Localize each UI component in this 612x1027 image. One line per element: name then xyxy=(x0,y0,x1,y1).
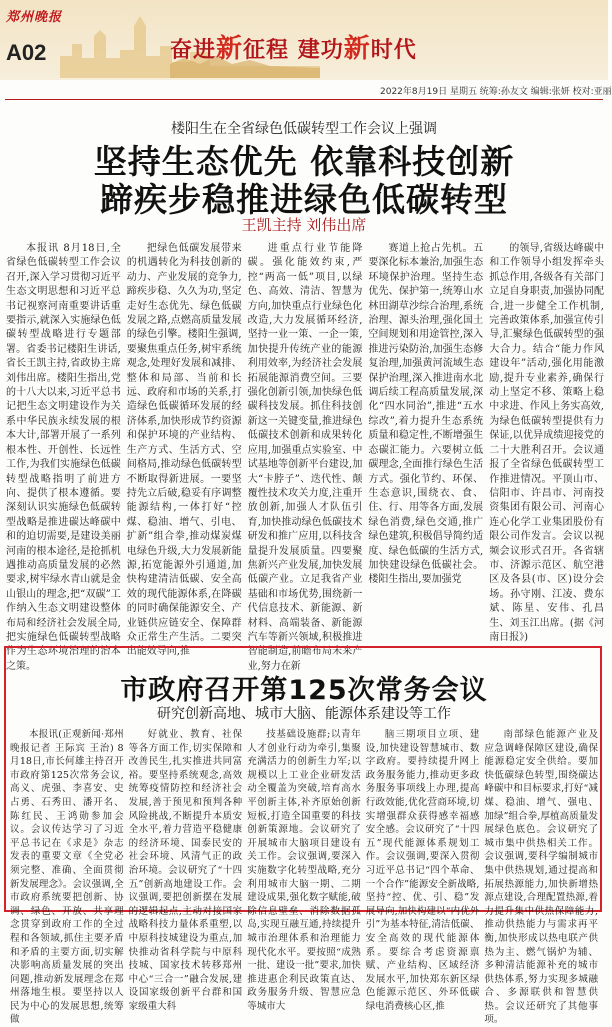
article2-body xyxy=(10,728,598,1026)
slogan xyxy=(170,28,417,65)
article1-column xyxy=(126,242,242,658)
paper-name: 郑州晚报 xyxy=(6,10,63,25)
article2-column xyxy=(10,728,124,1026)
article1-byline: 王凯主持 刘伟出席 xyxy=(241,216,367,234)
article1-kicker: 楼阳生在全省绿色低碳转型工作会议上强调 xyxy=(171,121,437,137)
article1-headline-line1: 坚持生态优先 依靠科技创新 xyxy=(93,142,515,181)
article2-column-text: 本报讯(正观新闻·郑州晚报记者 王际宾 王治) 8月18日,市长何雄主持召开市政府第125次常务会议,高义、虎强、李喜安、史占勇、石秀田、潘开名、陈红民、王鸿勋参加会议。会议传达学习了习近平总书记在《求是》杂志发表的重要文章《全党必须完整、准确、全面贯彻新发展理念》。会议强调,全市政府系统要把创新、协调、绿色、开放、共享理念贯穿到政府工作的全过程和各领域,抓住主要矛盾和矛盾的主要方面,切实解决影响高质量发展的突出问题,推动新发展理念在郑州落地生根。要坚持以人民为中心的发展思想,统筹做 xyxy=(10,729,124,1026)
article2-subheadline: 研究创新高地、城市大脑、能源体系建设等工作 xyxy=(157,706,451,722)
article1-headline-line2: 蹄疾步稳推进绿色低碳转型 xyxy=(100,180,508,219)
article1-column-text: 的领导,省级达峰碳中和工作领导小组发挥牵头抓总作用,各级各有关部门立足自身职责,加强协同配合,进一步健全工作机制,完善政策体系,加强宣传引导,汇聚绿色低碳转型的强大合力。结合“能力作风建设年”活动,强化用能激励,提升专业素养,确保行动上坚定不移、策略上稳中求进、作风上务实高效,为绿色低碳转型提供有力保证,以优异成绩迎接党的二十大胜利召开。会议通报了全省绿色低碳转型工作推进情况。平顶山市、信阳市、许昌市、河南投资集团有限公司、河南心连心化学工业集团股份有限公司作发言。会议以视频会议形式召开。各省辖市、济源示范区、航空港区及各县(市、区)设分会场。孙守刚、江凌、费东斌、陈星、安伟、孔昌生、刘玉江出席。(据《河南日报》) xyxy=(489,243,604,643)
article2-column-text: 脑三期项目立项、建设,加快建设智慧城市、数字政府。要持续提升网上政务服务能力,推动更多政务服务事项线上办理,提高行政效能,优化营商环境,切实增强群众获得感幸福感安全感。会议研究了“十四五”现代能源体系规划工作。会议强调,要深入贯彻习近平总书记“四个革命、一个合作”能源安全新战略,坚持“控、优、引、稳”发展导向,加快构建以“内优外引”为基本特征,清洁低碳、安全高效的现代能源体系。要综合考虑资源禀赋、产业结构、区域经济发展水平,加快郑东新区绿色能源示范区、外环低碳绿电消费核心区,推 xyxy=(365,729,480,1012)
slogan-part: 时代 xyxy=(370,38,417,63)
article2-column xyxy=(484,728,598,1026)
slogan-accent: 新 xyxy=(216,34,244,64)
slogan-accent: 新 xyxy=(343,34,371,64)
article1-body xyxy=(6,242,604,672)
page-number: A02 xyxy=(6,40,47,65)
article1-column-text: 把绿色低碳发展带来的机遇转化为科技创新的动力、产业发展的竞争力,蹄疾步稳、久久为功,坚定走好生态优先、绿色低碳发展之路,点燃高质量发展的绿色引擎。楼阳生强调,要聚焦重点任务,树牢系统观念,处理好发展和减排、整体和局部、当前和长远、政府和市场的关系,打造绿色低碳循环发展的经济体系,加快形成节约资源和保护环境的产业结构、生产方式、生活方式、空间格局,推动绿色低碳转型不断取得新进展。一要坚持先立后破,稳妥有序调整能源结构,一体打好“控煤、稳油、增气、引电、扩新”组合拳,推动煤炭煤电绿色升级,大力发展新能源,拓宽能源外引通道,加快构建清洁低碳、安全高效的现代能源体系,在降碳的同时确保能源安全、产业链供应链安全、保障群众正常生产生活。二要突出能效导向,推 xyxy=(126,243,242,658)
article1-column-text: 本报讯 8月18日,全省绿色低碳转型工作会议召开,深入学习贯彻习近平生态文明思想和习近平总书记视察河南重要讲话重要指示,就深入实施绿色低碳转型战略进行专题部署。省委书记楼阳生讲话,省长王凯主持,省政协主席刘伟出席。楼阳生指出,党的十八大以来,习近平总书记把生态文明建设作为关系中华民族永续发展的根本大计,部署开展了一系列根本性、开创性、长远性工作,为我们实施绿色低碳转型战略指明了前进方向、提供了根本遵循。要深刻认识实施绿色低碳转型战略是推进碳达峰碳中和的迫切需要,是建设美丽河南的根本途径,是抢抓机遇推动高质量发展的必然要求,树牢绿水青山就是金山银山的理念,把“双碳”工作纳入生态文明建设整体布局和经济社会发展全局,把实施绿色低碳转型战略作为生态环境治理的治本之策。 xyxy=(6,243,121,672)
article2-column xyxy=(247,728,361,1012)
article1-column xyxy=(368,242,483,622)
article2-column-text: 技基础设施群;以青年人才创业行动为牵引,集聚充满活力的创新生力军;以规模以上工业企业研发活动全覆盖为突破,培育高水平创新主体,补齐原始创新短板,打造全国重要的科技创新策源地。会议研究了开展城市大脑项目建设有关工作。会议强调,要深入实施数字化转型战略,充分利用城市大脑一期、二期建设成果,强化数字赋能,破除信息壁垒、消除数据孤岛,实现互融互通,持续提升城市治理体系和治理能力现代化水平。要按照“成熟一批、建设一批”要求,加快推进惠企利民政策直达、政务服务升级、智慧应急等城市大 xyxy=(247,729,361,1012)
divider xyxy=(5,99,603,100)
article2-column xyxy=(365,728,480,1012)
article1-column-text: 赛道上抢占先机。五要深化标本兼治,加强生态环境保护治理。坚持生态优先、保护第一,统筹山水林田湖草沙综合治理,系统治理、源头治理,强化国土空间规划和用途管控,深入推进污染防治,加强生态修复治理,加强黄河流域生态保护治理,深入推进南水北调后续工程高质量发展,深化“四水同治”,推进“五水综改”,着力提升生态系统质量和稳定性,不断增强生态碳汇能力。六要树立低碳理念,全面推行绿色生活方式。强化节约、环保、生态意识,围绕衣、食、住、行、用等各方面,发展绿色消费,绿色交通,推广绿色建筑,积极倡导简约适度、绿色低碳的生活方式,加快建设绿色低碳社会。楼阳生指出,要加强党 xyxy=(368,243,484,586)
article1-column xyxy=(489,242,604,643)
article2-headline: 市政府召开第125次常务会议 xyxy=(120,675,488,706)
slogan-part: 奋进 xyxy=(170,38,217,63)
slogan-part: 征程 建功 xyxy=(243,38,344,63)
article2-column-text: 好就业、教育、社保等各方面工作,切实保障和改善民生,扎实推进共同富裕。要坚持系统观念,高效统筹疫情防控和经济社会发展,善于预见和预判各种风险挑战,不断提升本质安全水平,着力营造平稳健康的经济环境、国泰民安的社会环境、风清气正的政治环境。会议研究了“十四五”创新高地建设工作。会议强调,要把创新摆在发展的逻辑起点,主动对接国家战略科技力量体系重塑,以中原科技城建设为重点,加快推动省科学院与中原科技城、国家技术转移郑州中心“三合一”融合发展,建设国家级创新平台群和国家级重大科 xyxy=(128,729,243,1012)
article1-column xyxy=(6,242,121,672)
article2-column-text: 南部绿色能源产业及应急调峰保障区建设,确保能源稳定安全供给。要加快低碳绿色转型,围绕碳达峰碳中和目标要求,打好“减煤、稳油、增气、强电、加绿”组合拳,厚植高质量发展绿色底色。会议研究了城市集中供热相关工作。会议强调,要科学编制城市集中供热规划,通过提高和拓展热源能力,加快新增热源点建设,合理配置热源,着力提升集中供热保障能力,推动供热能力与需求再平衡,加快形成以热电联产供热为主、燃气锅炉为辅、多种清洁能源补充的城市供热体系,努力实现多城融合、多源联供和智慧供热。会议还研究了其他事项。 xyxy=(484,729,598,1026)
dateline: 2022年8月19日 星期五 统筹:孙友文 编辑:张妍 校对:亚丽 xyxy=(380,87,612,97)
article1-column xyxy=(247,242,363,672)
masthead xyxy=(0,0,608,80)
article1-column-text: 进重点行业节能降碳。强化能效约束,严控“两高一低”项目,以绿色、高效、清洁、智慧为方向,加快重点行业绿色化改造,大力发展循环经济,坚持一业一策、一企一策,加快提升传统产业的能源利用效率,为经济社会发展拓展能源消费空间。三要强化创新引领,加快绿色低碳科技发展。抓住科技创新这一关键变量,推进绿色低碳技术创新和成果转化应用,加强重点实验室、中试基地等创新平台建设,加大“卡脖子”、迭代性、颠覆性技术攻关力度,注重开放创新,加强人才队伍引育,加快推动绿色低碳技术研发和推广应用,以科技含量提升发展质量。四要聚焦新兴产业发展,加快发展低碳产业。立足我省产业基础和市场优势,围绕新一代信息技术、新能源、新材料、高端装备、新能源汽车等新兴领域,积极推进智能制造,前瞻布局未来产业,努力在新 xyxy=(247,243,363,672)
article2-column xyxy=(128,728,243,1012)
